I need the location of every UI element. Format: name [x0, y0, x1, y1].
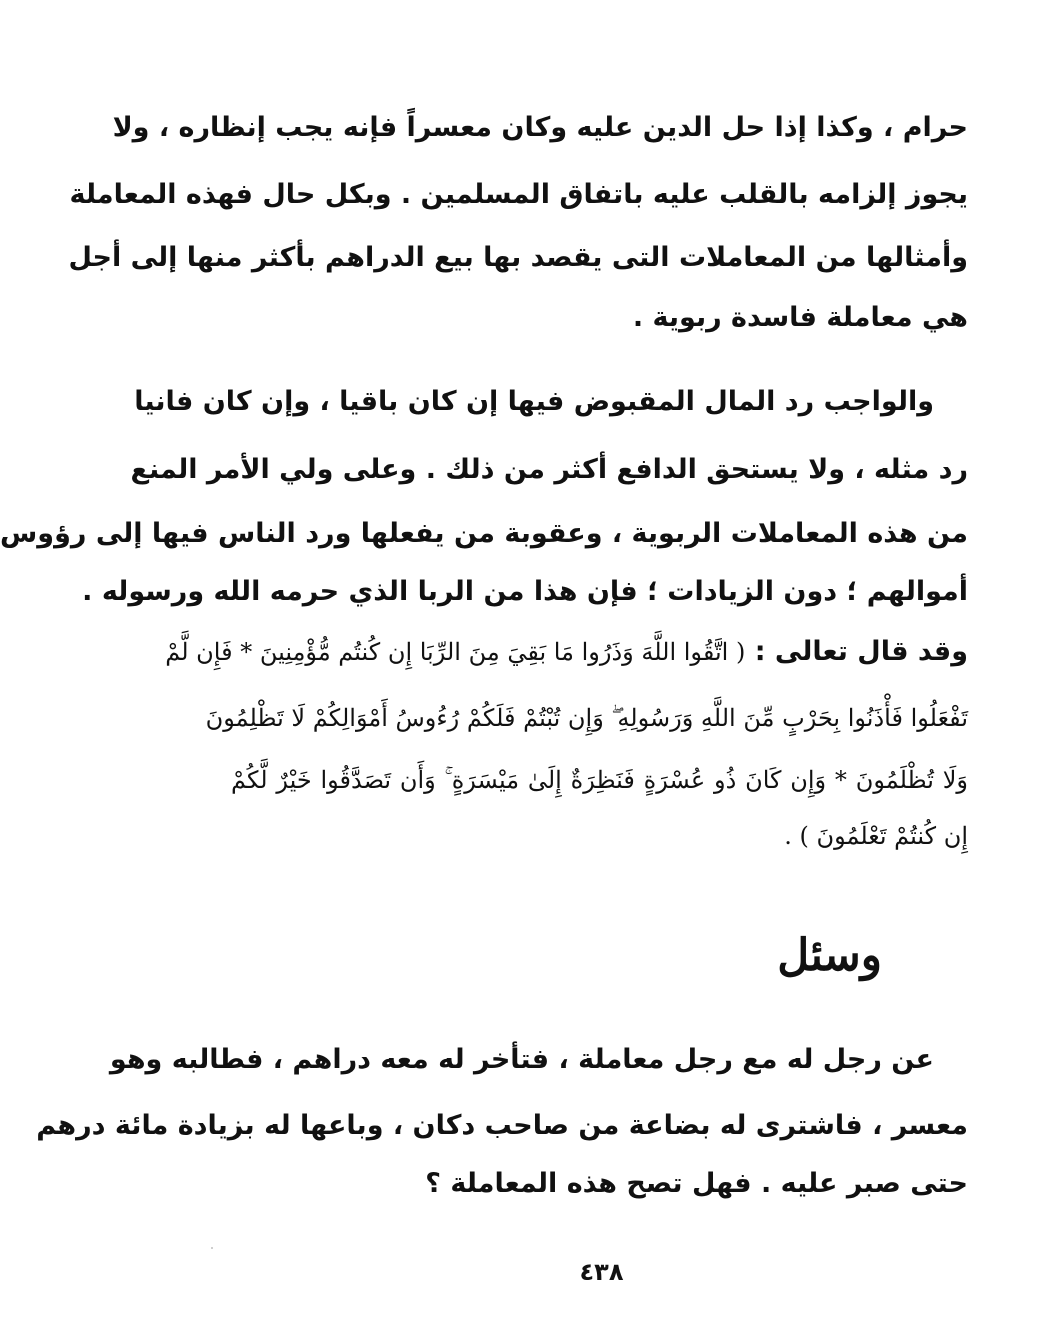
quran-verse-line: إِن كُنتُمْ تَعْلَمُونَ ) . — [784, 822, 968, 850]
section-heading: وسئل — [777, 930, 882, 981]
body-text-line: حرام ، وكذا إذا حل الدين عليه وكان معسراً فإنه يجب إنظاره ، ولا — [112, 112, 968, 143]
body-text-line: يجوز إلزامه بالقلب عليه باتفاق المسلمين . وبكل حال فهذه المعاملة — [69, 179, 968, 210]
body-text-line: من هذه المعاملات الربوية ، وعقوبة من يفعلها ورد الناس فيها إلى رؤوس — [0, 518, 968, 549]
body-text-line: والواجب رد المال المقبوض فيها إن كان باقيا ، وإن كان فانيا — [134, 386, 934, 417]
quran-intro: وقد قال تعالى : — [754, 636, 968, 667]
quran-verse-line — [165, 632, 968, 672]
body-text-line: هي معاملة فاسدة ربوية . — [632, 302, 968, 333]
page-number: ٤٣٨ — [579, 1258, 624, 1286]
margin-mark — [211, 1247, 213, 1249]
quran-verse-text: ( اتَّقُوا اللَّهَ وَذَرُوا مَا بَقِيَ مِنَ الرِّبَا إِن كُنتُم مُّؤْمِنِينَ * فَإِن لَّمْ — [165, 638, 746, 666]
quran-verse-line: وَلَا تُظْلَمُونَ * وَإِن كَانَ ذُو عُسْرَةٍ فَنَظِرَةٌ إِلَىٰ مَيْسَرَةٍ ۚ وَأَن تَصَدَّقُوا خَيْرٌ لَّكُمْ — [231, 766, 968, 794]
body-text-line: وأمثالها من المعاملات التى يقصد بها بيع الدراهم بأكثر منها إلى أجل — [68, 242, 968, 273]
quran-verse-line: تَفْعَلُوا فَأْذَنُوا بِحَرْبٍ مِّنَ اللَّهِ وَرَسُولِهِ ۖ وَإِن تُبْتُمْ فَلَكُمْ رُءُوسُ أَمْوَالِكُمْ لَا تَظْلِمُونَ — [205, 704, 968, 732]
body-text-line: رد مثله ، ولا يستحق الدافع أكثر من ذلك . وعلى ولي الأمر المنع — [130, 454, 968, 485]
body-text-line: معسر ، فاشترى له بضاعة من صاحب دكان ، وباعها له بزيادة مائة درهم — [36, 1110, 968, 1141]
body-text-line: حتى صبر عليه . فهل تصح هذه المعاملة ؟ — [425, 1168, 968, 1199]
body-text-line: عن رجل له مع رجل معاملة ، فتأخر له معه دراهم ، فطالبه وهو — [109, 1044, 934, 1075]
body-text-line: أموالهم ؛ دون الزيادات ؛ فإن هذا من الربا الذي حرمه الله ورسوله . — [82, 576, 968, 607]
